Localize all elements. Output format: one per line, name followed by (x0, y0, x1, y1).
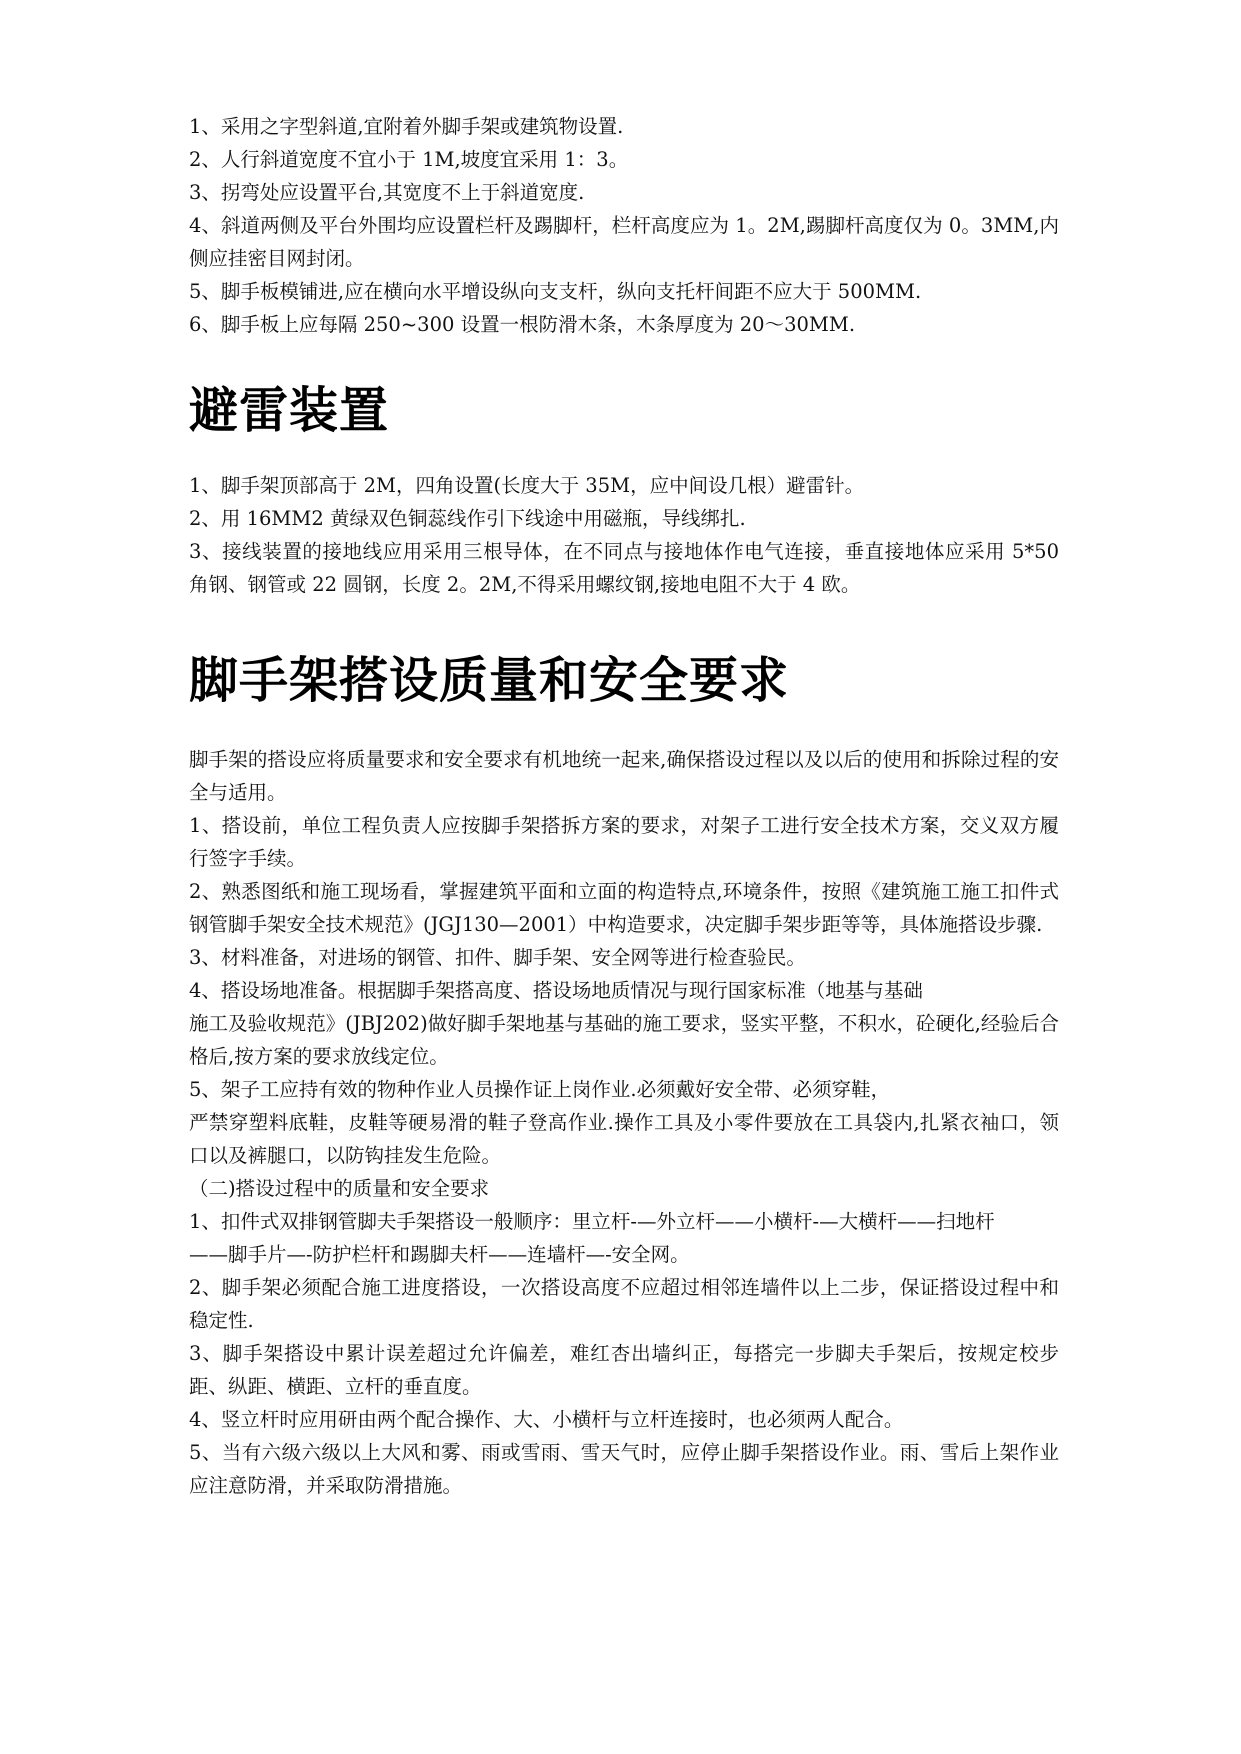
quality-item-4-cont: 施工及验收规范》(JBJ202)做好脚手架地基与基础的施工要求，竖实平整，不积水，砼硬化,经验后合格后,按方案的要求放线定位。 (189, 1012, 1059, 1068)
document-page (189, 110, 1059, 1502)
quality-item-4: 4、搭设场地准备。根据脚手架搭高度、搭设场地质情况与现行国家标准（地基与基础 (189, 979, 923, 1002)
lightning-heading: 避雷装置 (189, 382, 390, 439)
quality-item-5-cont: 严禁穿塑料底鞋，皮鞋等硬易滑的鞋子登高作业.操作工具及小零件要放在工具袋内,扎紧衣袖口，领口以及裤腿口，以防钩挂发生危险。 (189, 1111, 1059, 1167)
process-item-1-cont: ——脚手片—-防护栏杆和踢脚夫杆——连墙杆—-安全网。 (189, 1243, 690, 1266)
stairs-item-6: 6、脚手板上应每隔 250~300 设置一根防滑木条，木条厚度为 20～30MM. (189, 313, 856, 336)
stairs-item-1: 1、采用之字型斜道,宜附着外脚手架或建筑物设置. (189, 115, 624, 138)
lightning-item-1: 1、脚手架顶部高于 2M，四角设置(长度大于 35M，应中间设几根）避雷针。 (189, 474, 865, 497)
lightning-section (189, 469, 1059, 601)
process-item-3: 3、脚手架搭设中累计误差超过允许偏差，难红杏出墙纠正，每搭完一步脚夫手架后，按规定校步距、纵距、横距、立杆的垂直度。 (189, 1342, 1059, 1398)
quality-item-2: 2、熟悉图纸和施工现场看，掌握建筑平面和立面的构造特点,环境条件，按照《建筑施工施工扣件式钢管脚手架安全技术规范》(JGJ130—2001）中构造要求，决定脚手架步距等等，具体施搭设步骤. (189, 880, 1059, 936)
process-item-1: 1、扣件式双排钢管脚夫手架搭设一般顺序：里立杆-—外立杆——小横杆-—大横杆——扫地杆 (189, 1210, 995, 1233)
quality-section (189, 743, 1059, 1502)
stairs-item-4: 4、斜道两侧及平台外围均应设置栏杆及踢脚杆，栏杆高度应为 1。2M,踢脚杆高度仅为 0。3MM,内侧应挂密目网封闭。 (189, 214, 1059, 270)
process-item-2: 2、脚手架必须配合施工进度搭设，一次搭设高度不应超过相邻连墙件以上二步，保证搭设过程中和稳定性. (189, 1276, 1059, 1332)
stairs-item-2: 2、人行斜道宽度不宜小于 1M,坡度宜采用 1：3。 (189, 148, 629, 171)
quality-subheading: （二)搭设过程中的质量和安全要求 (189, 1177, 490, 1200)
quality-item-1: 1、搭设前，单位工程负责人应按脚手架搭拆方案的要求，对架子工进行安全技术方案，交义双方履行签字手续。 (189, 814, 1059, 870)
lightning-item-3: 3、接线装置的接地线应用采用三根导体，在不同点与接地体作电气连接，垂直接地体应采用 5*50 角钢、钢管或 22 圆钢，长度 2。2M,不得采用螺纹钢,接地电阻不大于 4 欧。 (189, 540, 1059, 596)
stairs-section (189, 110, 1059, 341)
quality-item-3: 3、材料准备，对进场的钢管、扣件、脚手架、安全网等进行检查验民。 (189, 946, 806, 969)
lightning-item-2: 2、用 16MM2 黄绿双色铜蕊线作引下线途中用磁瓶，导线绑扎. (189, 507, 746, 530)
quality-heading: 脚手架搭设质量和安全要求 (189, 652, 790, 709)
process-item-5: 5、当有六级六级以上大风和雾、雨或雪雨、雪天气时，应停止脚手架搭设作业。雨、雪后上架作业应注意防滑，并采取防滑措施。 (189, 1441, 1059, 1497)
quality-item-5: 5、架子工应持有效的物种作业人员操作证上岗作业.必须戴好安全带、必须穿鞋， (189, 1078, 891, 1101)
stairs-item-3: 3、拐弯处应设置平台,其宽度不上于斜道宽度. (189, 181, 585, 204)
process-item-4: 4、竖立杆时应用研由两个配合操作、大、小横杆与立杆连接时，也必须两人配合。 (189, 1408, 904, 1431)
stairs-item-5: 5、脚手板模铺进,应在横向水平增设纵向支支杆，纵向支托杆间距不应大于 500MM. (189, 280, 922, 303)
quality-intro: 脚手架的搭设应将质量要求和安全要求有机地统一起来,确保搭设过程以及以后的使用和拆除过程的安全与适用。 (189, 748, 1059, 804)
